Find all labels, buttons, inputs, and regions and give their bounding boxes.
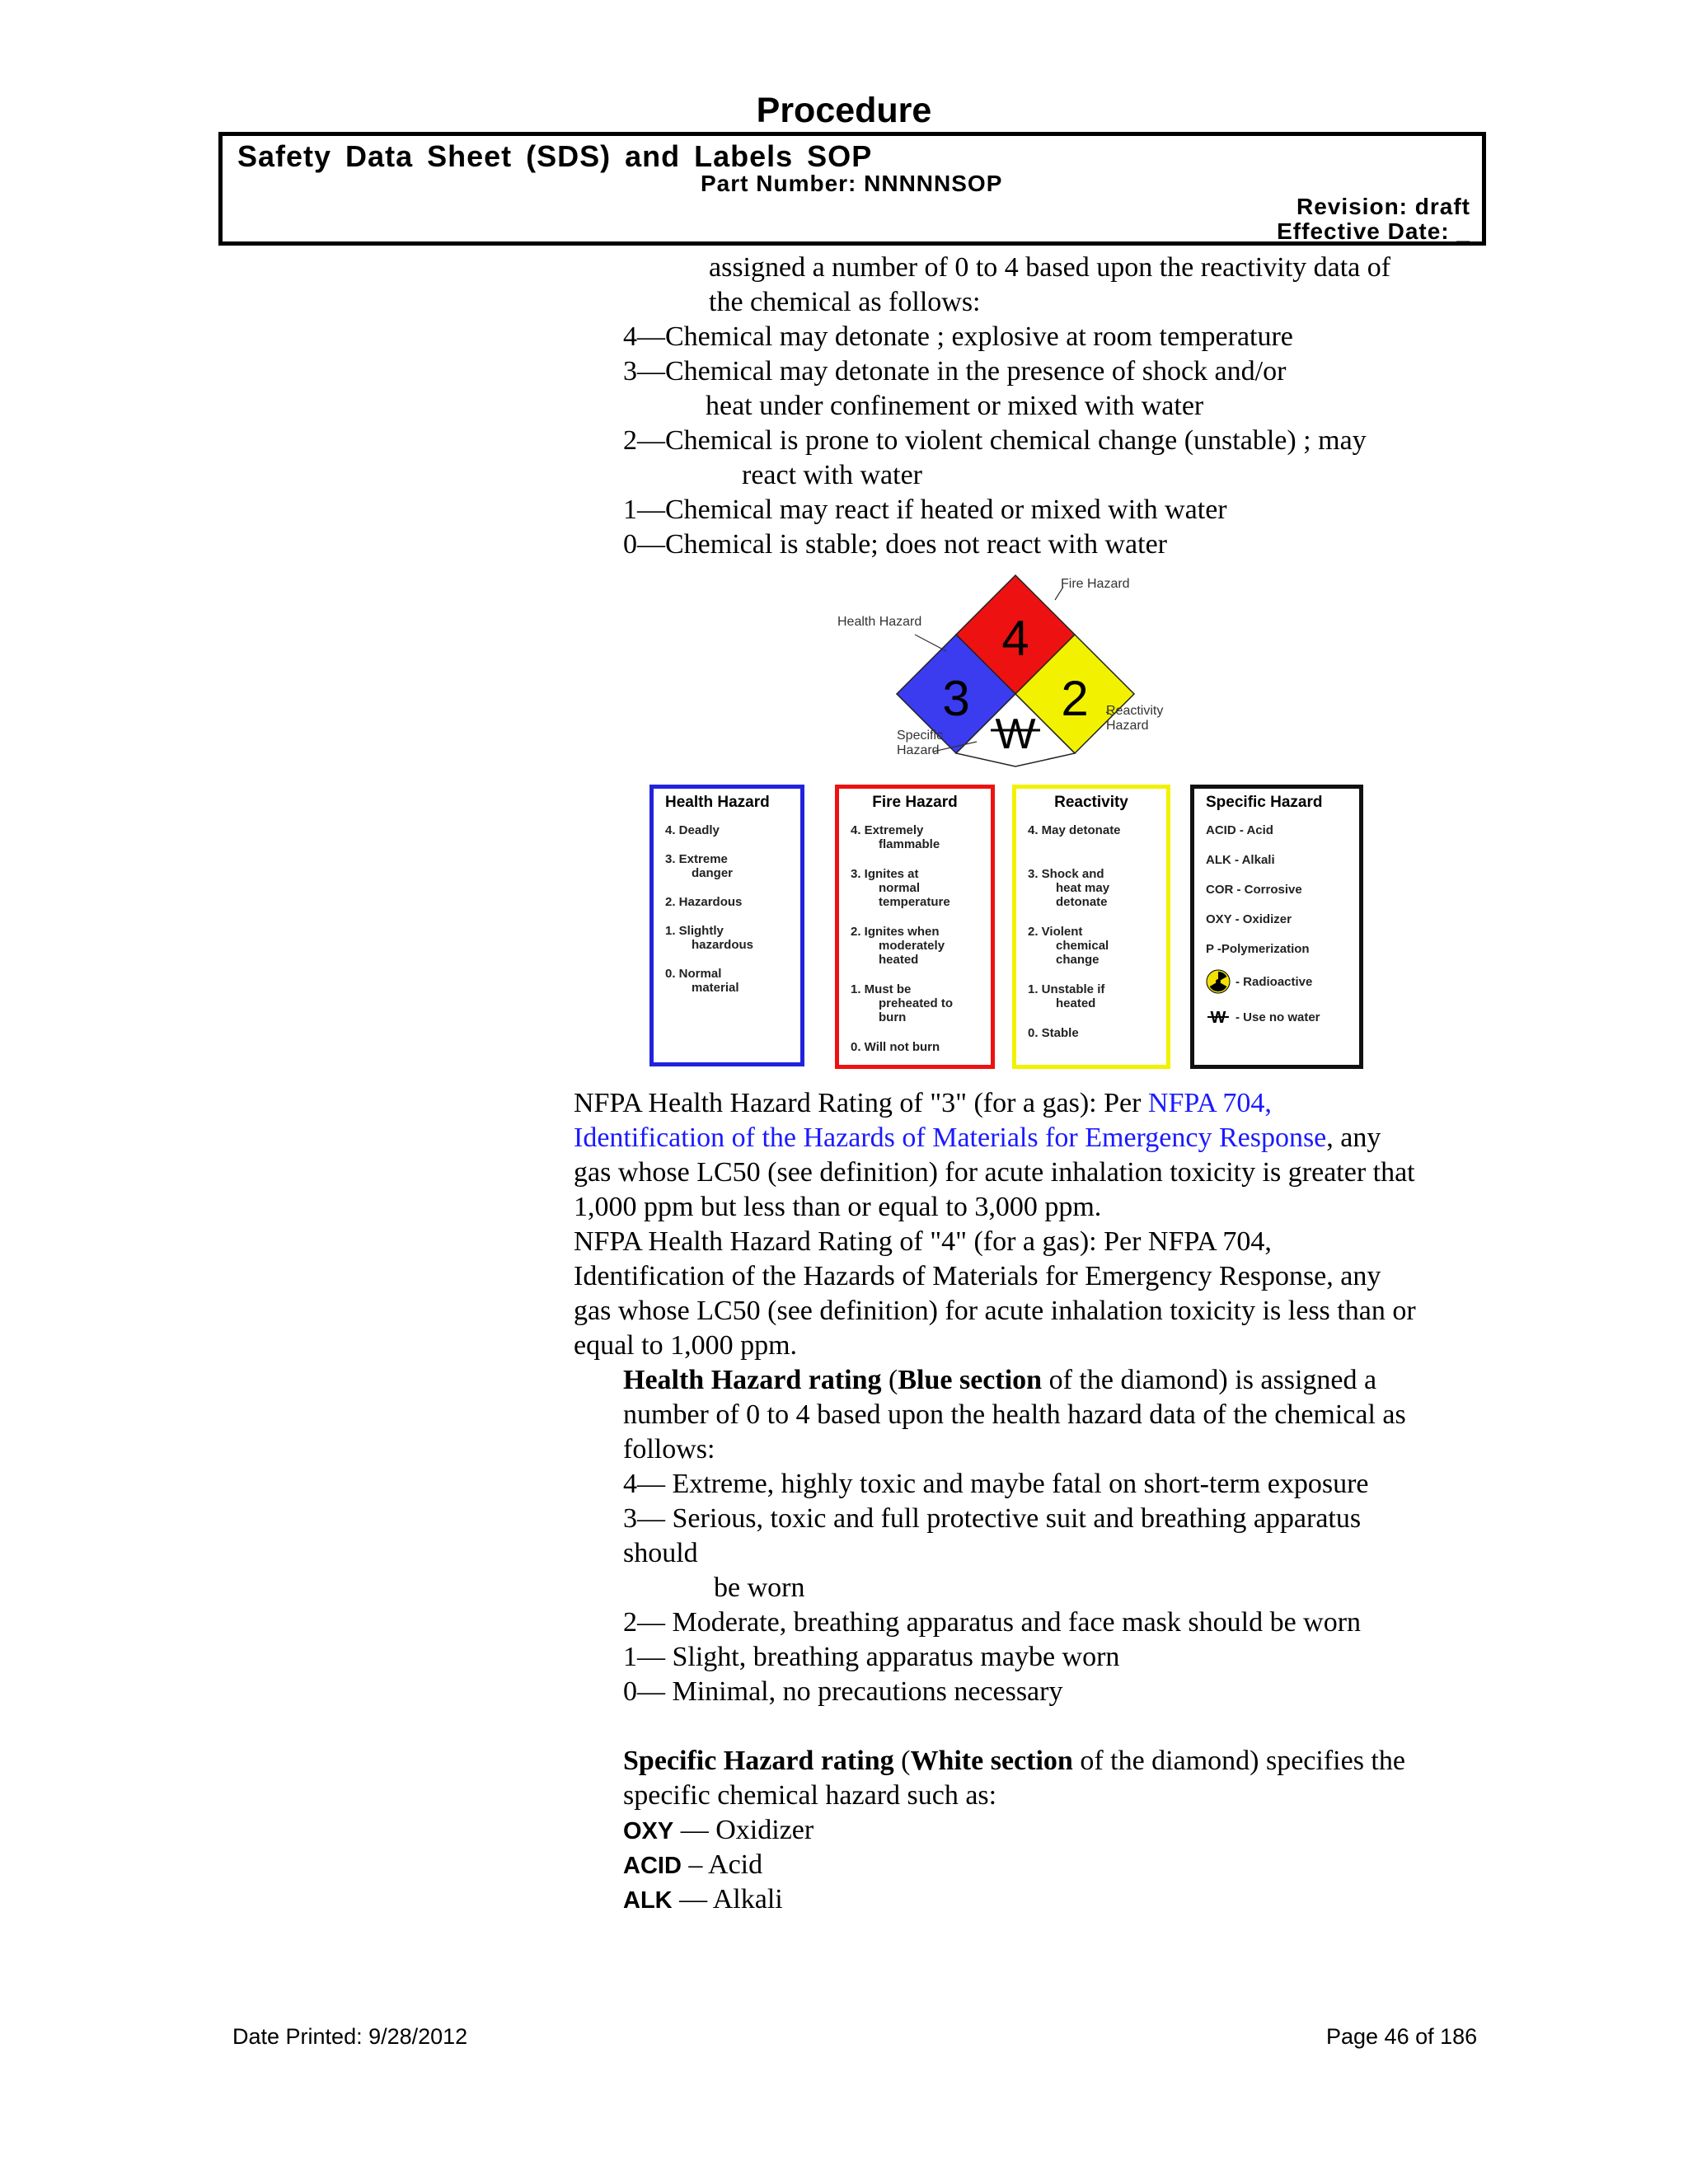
diamond-reactivity-label-2: Hazard: [1106, 719, 1149, 733]
reactivity-3a: 3—Chemical may detonate in the presence of shock and/or: [623, 356, 1287, 387]
nfpa-p1-line2: [574, 1121, 1381, 1155]
specific-rating-text: of the diamond) specifies the: [1072, 1746, 1405, 1776]
legend-health-item: hazardous: [692, 938, 754, 952]
reactivity-0: 0—Chemical is stable; does not react with water: [623, 529, 1167, 560]
specific-rating-white-section: White section: [910, 1746, 1073, 1776]
specific-sep: —: [673, 1815, 716, 1845]
legend-specific-box: [1190, 785, 1363, 1069]
nfpa-p1-line3: gas whose LC50 (see definition) for acute inhalation toxicity is greater that: [574, 1157, 1415, 1188]
revision: Revision: draft: [1296, 194, 1470, 219]
diamond-reactivity-label-1: Reactivity: [1106, 704, 1164, 718]
reactivity-2a: 2—Chemical is prone to violent chemical change (unstable) ; may: [623, 425, 1367, 456]
legend-fire-item: moderately: [879, 939, 945, 953]
specific-rating-line1: [623, 1744, 1405, 1779]
specific-desc: Acid: [708, 1849, 763, 1880]
health-rating-heading: Health Hazard rating: [623, 1365, 882, 1395]
legend-reactivity-item: 1. Unstable if: [1028, 982, 1105, 996]
specific-code: ALK: [623, 1887, 673, 1914]
health-rating-line1: [623, 1363, 1376, 1398]
legend-fire-item: heated: [879, 953, 919, 967]
legend-reactivity-box: [1012, 785, 1170, 1069]
nfpa-p2-line3: gas whose LC50 (see definition) for acute inhalation toxicity is less than or: [574, 1296, 1416, 1326]
legend-health-item: 4. Deadly: [665, 823, 720, 837]
legend-specific-item: ACID - Acid: [1206, 823, 1273, 837]
legend-health-item: 1. Slightly: [665, 924, 724, 938]
reactivity-intro-1: assigned a number of 0 to 4 based upon the reactivity data of: [709, 252, 1391, 283]
health-rating-blue-section: Blue section: [898, 1365, 1043, 1395]
specific-rating-line2: specific chemical hazard such as:: [623, 1780, 997, 1811]
legend-specific-item: P -Polymerization: [1206, 942, 1310, 956]
legend-specific-item: COR - Corrosive: [1206, 883, 1302, 897]
nfpa-p1-text: NFPA Health Hazard Rating of "3" (for a gas): Per: [574, 1088, 1148, 1118]
legend-reactivity-item: 3. Shock and: [1028, 867, 1104, 881]
legend-fire-item: 2. Ignites when: [851, 925, 940, 939]
specific-item-acid: [623, 1848, 762, 1883]
reactivity-2b: react with water: [742, 460, 922, 490]
specific-sep: –: [681, 1849, 709, 1880]
legend-reactivity-item: 0. Stable: [1028, 1026, 1079, 1040]
nfpa-p2-line4: equal to 1,000 ppm.: [574, 1330, 798, 1361]
page-title: Procedure: [756, 91, 932, 130]
reactivity-4: 4—Chemical may detonate ; explosive at room temperature: [623, 321, 1293, 352]
legend-reactivity-item: detonate: [1056, 895, 1108, 909]
legend-radioactive-row: [1206, 969, 1348, 994]
legend-reactivity-title: Reactivity: [1054, 794, 1128, 811]
legend-fire-title: Fire Hazard: [872, 794, 958, 811]
legend-reactivity-item: 2. Violent: [1028, 925, 1083, 939]
legend-health-item: 2. Hazardous: [665, 895, 743, 909]
nfpa-704-link[interactable]: NFPA 704,: [1147, 1088, 1272, 1118]
legend-specific-item: ALK - Alkali: [1206, 853, 1275, 867]
nfpa-p1-line1: [574, 1086, 1272, 1121]
legend-fire-item: burn: [879, 1010, 907, 1024]
health-rating-text: of the diamond) is assigned a: [1042, 1365, 1377, 1395]
health-rating-3b: should: [623, 1538, 698, 1568]
legend-fire-item: 0. Will not burn: [851, 1040, 940, 1054]
nfpa-p2-line1: NFPA Health Hazard Rating of "4" (for a gas): Per NFPA 704,: [574, 1226, 1272, 1257]
radioactive-icon: [1206, 969, 1231, 994]
svg-text:W: W: [1210, 1009, 1226, 1025]
reactivity-3b: heat under confinement or mixed with water: [706, 391, 1204, 421]
specific-desc: Alkali: [712, 1884, 783, 1915]
legend-fire-item: 4. Extremely: [851, 823, 924, 837]
legend-health-item: 0. Normal: [665, 967, 722, 981]
legend-specific-title: Specific Hazard: [1206, 794, 1323, 811]
legend-fire-item: 3. Ignites at: [851, 867, 919, 881]
health-rating-line2: number of 0 to 4 based upon the health hazard data of the chemical as: [623, 1399, 1406, 1430]
legend-fire-item: flammable: [879, 837, 940, 851]
diamond-specific-value: W: [995, 710, 1036, 758]
legend-fire-item: 1. Must be: [851, 982, 912, 996]
effective-date: Effective Date: _: [1277, 218, 1470, 244]
legend-health-item: material: [692, 981, 739, 995]
specific-desc: Oxidizer: [715, 1815, 814, 1845]
legend-fire-item: preheated to: [879, 996, 954, 1010]
diamond-reactivity-value: 2: [1061, 671, 1089, 726]
diamond-health-value: 3: [942, 671, 970, 726]
health-rating-1: 1— Slight, breathing apparatus maybe worn: [623, 1642, 1120, 1672]
nfpa-p1-text: , any: [1326, 1122, 1381, 1153]
nfpa-704-link-title[interactable]: Identification of the Hazards of Materials for Emergency Response: [574, 1122, 1327, 1153]
diamond-specific-label-2: Hazard: [897, 743, 940, 757]
health-rating-0: 0— Minimal, no precautions necessary: [623, 1676, 1063, 1707]
specific-sep: —: [672, 1884, 713, 1915]
legend-health-item: 3. Extreme: [665, 852, 728, 866]
specific-item-oxy: [623, 1813, 814, 1849]
footer-page-number: Page 46 of 186: [1326, 2024, 1478, 2049]
health-rating-2: 2— Moderate, breathing apparatus and face mask should be worn: [623, 1607, 1362, 1638]
specific-code: OXY: [623, 1818, 674, 1844]
legend-reactivity-item: heat may: [1056, 881, 1110, 895]
legend-reactivity-item: chemical: [1056, 939, 1109, 953]
health-leader-line: [915, 635, 946, 651]
legend-fire-item: normal: [879, 881, 921, 895]
legend-specific-item: - Radioactive: [1236, 974, 1313, 989]
diamond-health-label: Health Hazard: [837, 615, 922, 629]
legend-reactivity-item: heated: [1056, 996, 1096, 1010]
legend-fire-box: [835, 785, 995, 1069]
health-rating-line3: follows:: [623, 1434, 715, 1465]
legend-health-title: Health Hazard: [665, 794, 770, 811]
health-rating-4: 4— Extreme, highly toxic and maybe fatal on short-term exposure: [623, 1469, 1369, 1499]
header-box: [218, 132, 1486, 246]
legend-health-box: [649, 785, 804, 1066]
nfpa-p1-line4: 1,000 ppm but less than or equal to 3,000 ppm.: [574, 1192, 1102, 1222]
specific-item-alk: [623, 1882, 783, 1918]
legend-specific-item: - Use no water: [1236, 1010, 1320, 1024]
legend-health-item: danger: [692, 866, 734, 880]
specific-rating-heading: Specific Hazard rating: [623, 1746, 894, 1776]
legend-reactivity-item: change: [1056, 953, 1100, 967]
diamond-fire-label: Fire Hazard: [1061, 577, 1130, 591]
nfpa-diamond: [816, 569, 1195, 775]
legend-fire-item: temperature: [879, 895, 950, 909]
reactivity-1: 1—Chemical may react if heated or mixed with water: [623, 494, 1227, 525]
legend-reactivity-item: 4. May detonate: [1028, 823, 1121, 837]
health-rating-paren: (: [881, 1365, 898, 1395]
health-rating-3c: be worn: [714, 1572, 805, 1603]
legend-no-water-row: [1206, 1009, 1348, 1025]
no-water-icon: [1206, 1009, 1231, 1025]
diamond-fire-value: 4: [1001, 611, 1029, 666]
specific-rating-paren: (: [893, 1746, 911, 1776]
health-rating-3a: 3— Serious, toxic and full protective suit and breathing apparatus: [623, 1503, 1362, 1534]
sop-title: Safety Data Sheet (SDS) and Labels SOP: [237, 139, 873, 173]
part-number: Part Number: NNNNNSOP: [701, 171, 1003, 196]
footer-date-printed: Date Printed: 9/28/2012: [232, 2024, 468, 2049]
reactivity-intro-2: the chemical as follows:: [709, 287, 981, 317]
specific-code: ACID: [623, 1853, 682, 1879]
legend-specific-item: OXY - Oxidizer: [1206, 912, 1292, 926]
nfpa-p2-line2: Identification of the Hazards of Materials for Emergency Response, any: [574, 1261, 1381, 1291]
diamond-specific-label-1: Specific: [897, 729, 944, 743]
